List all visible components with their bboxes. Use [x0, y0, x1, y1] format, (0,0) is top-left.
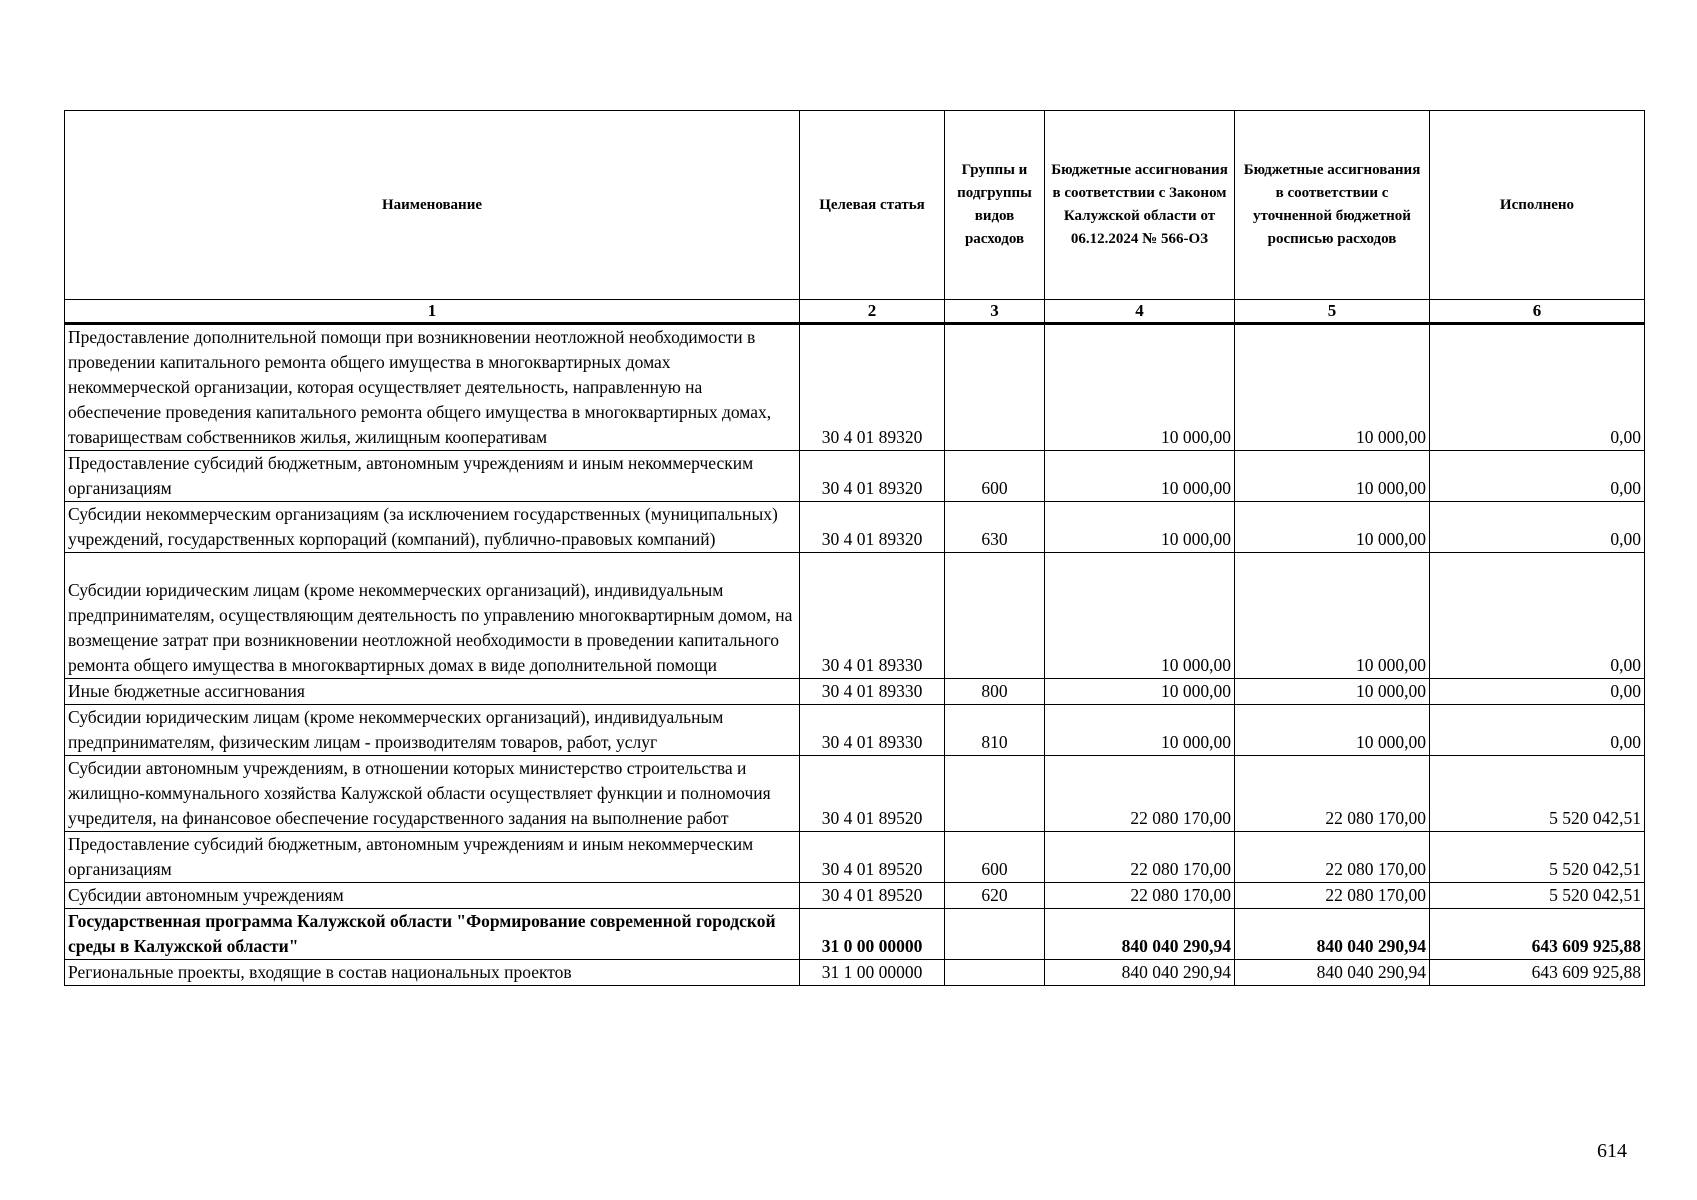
row-target-article: 30 4 01 89520 [800, 883, 945, 909]
row-name: Иные бюджетные ассигнования [65, 679, 800, 705]
row-target-article: 30 4 01 89520 [800, 832, 945, 883]
page-number: 614 [1597, 1140, 1627, 1162]
row-name: Субсидии юридическим лицам (кроме некоммерческих организаций), индивидуальным предпринимателям, физическим лицам - производителям товаров, работ, услуг [65, 705, 800, 756]
row-target-article: 30 4 01 89330 [800, 679, 945, 705]
row-name: Субсидии юридическим лицам (кроме некоммерческих организаций), индивидуальным предпринимателям, осуществляющим деятельность по управлению многоквартирным домом, на возмещение затрат при возникновении неотложной необходимости в проведении капитального ремонта общего имущества в многоквартирных домах в виде дополнительной помощи [65, 553, 800, 679]
row-expense-group: 600 [945, 832, 1045, 883]
row-law-amount: 22 080 170,00 [1045, 883, 1235, 909]
row-executed-amount: 0,00 [1430, 502, 1645, 553]
row-name: Государственная программа Калужской области "Формирование современной городской среды в Калужской области" [65, 909, 800, 960]
table-row [65, 756, 1645, 832]
table-row [65, 960, 1645, 986]
table-row [65, 502, 1645, 553]
row-law-amount: 10 000,00 [1045, 553, 1235, 679]
row-refined-amount: 22 080 170,00 [1235, 756, 1430, 832]
row-expense-group [945, 324, 1045, 451]
header-target-article: Целевая статья [800, 111, 945, 300]
row-expense-group [945, 553, 1045, 679]
row-name: Субсидии автономным учреждениям [65, 883, 800, 909]
row-target-article: 30 4 01 89520 [800, 756, 945, 832]
row-refined-amount: 840 040 290,94 [1235, 960, 1430, 986]
row-executed-amount: 5 520 042,51 [1430, 883, 1645, 909]
row-executed-amount: 643 609 925,88 [1430, 960, 1645, 986]
row-name: Субсидии некоммерческим организациям (за исключением государственных (муниципальных) учреждений, государственных корпораций (компаний), публично-правовых компаний) [65, 502, 800, 553]
row-name: Предоставление субсидий бюджетным, автономным учреждениям и иным некоммерческим организациям [65, 451, 800, 502]
row-executed-amount: 5 520 042,51 [1430, 832, 1645, 883]
row-name: Предоставление дополнительной помощи при возникновении неотложной необходимости в проведении капитального ремонта общего имущества в многоквартирных домах некоммерческой организации, которая осуществляет деятельность, направленную на обеспечение проведения капитального ремонта общего имущества в многоквартирных домах, товариществам собственников жилья, жилищным кооперативам [65, 324, 800, 451]
row-target-article: 30 4 01 89330 [800, 553, 945, 679]
column-number: 6 [1430, 300, 1645, 324]
table-row-program [65, 909, 1645, 960]
row-target-article: 30 4 01 89320 [800, 502, 945, 553]
row-law-amount: 22 080 170,00 [1045, 832, 1235, 883]
row-target-article: 31 0 00 00000 [800, 909, 945, 960]
row-refined-amount: 22 080 170,00 [1235, 883, 1430, 909]
row-law-amount: 10 000,00 [1045, 502, 1235, 553]
row-executed-amount: 0,00 [1430, 324, 1645, 451]
header-executed: Исполнено [1430, 111, 1645, 300]
budget-table [64, 110, 1645, 986]
row-executed-amount: 0,00 [1430, 451, 1645, 502]
row-expense-group: 600 [945, 451, 1045, 502]
row-executed-amount: 0,00 [1430, 553, 1645, 679]
column-number: 3 [945, 300, 1045, 324]
row-law-amount: 10 000,00 [1045, 451, 1235, 502]
table-row [65, 705, 1645, 756]
table-row [65, 553, 1645, 679]
row-expense-group: 800 [945, 679, 1045, 705]
row-law-amount: 22 080 170,00 [1045, 756, 1235, 832]
row-name: Региональные проекты, входящие в состав национальных проектов [65, 960, 800, 986]
table-row [65, 679, 1645, 705]
table-row [65, 883, 1645, 909]
table-row [65, 832, 1645, 883]
row-target-article: 31 1 00 00000 [800, 960, 945, 986]
row-executed-amount: 643 609 925,88 [1430, 909, 1645, 960]
row-refined-amount: 840 040 290,94 [1235, 909, 1430, 960]
budget-sheet [64, 110, 1644, 986]
header-refined-allocations: Бюджетные ассигнования в соответствии с уточненной бюджетной росписью расходов [1235, 111, 1430, 300]
row-executed-amount: 0,00 [1430, 705, 1645, 756]
row-executed-amount: 0,00 [1430, 679, 1645, 705]
row-refined-amount: 10 000,00 [1235, 324, 1430, 451]
row-expense-group: 630 [945, 502, 1045, 553]
header-name: Наименование [65, 111, 800, 300]
row-executed-amount: 5 520 042,51 [1430, 756, 1645, 832]
row-law-amount: 10 000,00 [1045, 705, 1235, 756]
column-number: 4 [1045, 300, 1235, 324]
row-refined-amount: 10 000,00 [1235, 451, 1430, 502]
row-law-amount: 840 040 290,94 [1045, 909, 1235, 960]
row-target-article: 30 4 01 89320 [800, 324, 945, 451]
row-name: Предоставление субсидий бюджетным, автономным учреждениям и иным некоммерческим организациям [65, 832, 800, 883]
table-row [65, 324, 1645, 451]
row-name: Субсидии автономным учреждениям, в отношении которых министерство строительства и жилищно-коммунального хозяйства Калужской области осуществляет функции и полномочия учредителя, на финансовое обеспечение государственного задания на выполнение работ [65, 756, 800, 832]
row-target-article: 30 4 01 89320 [800, 451, 945, 502]
column-number: 2 [800, 300, 945, 324]
column-number: 1 [65, 300, 800, 324]
row-expense-group [945, 909, 1045, 960]
row-refined-amount: 10 000,00 [1235, 553, 1430, 679]
column-number: 5 [1235, 300, 1430, 324]
header-law-allocations: Бюджетные ассигнования в соответствии с Законом Калужской области от 06.12.2024 № 566-ОЗ [1045, 111, 1235, 300]
row-expense-group: 810 [945, 705, 1045, 756]
row-refined-amount: 10 000,00 [1235, 705, 1430, 756]
row-refined-amount: 10 000,00 [1235, 679, 1430, 705]
row-expense-group [945, 756, 1045, 832]
row-refined-amount: 10 000,00 [1235, 502, 1430, 553]
row-target-article: 30 4 01 89330 [800, 705, 945, 756]
column-number-row [65, 300, 1645, 324]
row-refined-amount: 22 080 170,00 [1235, 832, 1430, 883]
header-row [65, 111, 1645, 300]
row-law-amount: 10 000,00 [1045, 679, 1235, 705]
table-row [65, 451, 1645, 502]
header-expense-groups: Группы и подгруппы видов расходов [945, 111, 1045, 300]
row-law-amount: 840 040 290,94 [1045, 960, 1235, 986]
row-expense-group [945, 960, 1045, 986]
row-expense-group: 620 [945, 883, 1045, 909]
row-law-amount: 10 000,00 [1045, 324, 1235, 451]
